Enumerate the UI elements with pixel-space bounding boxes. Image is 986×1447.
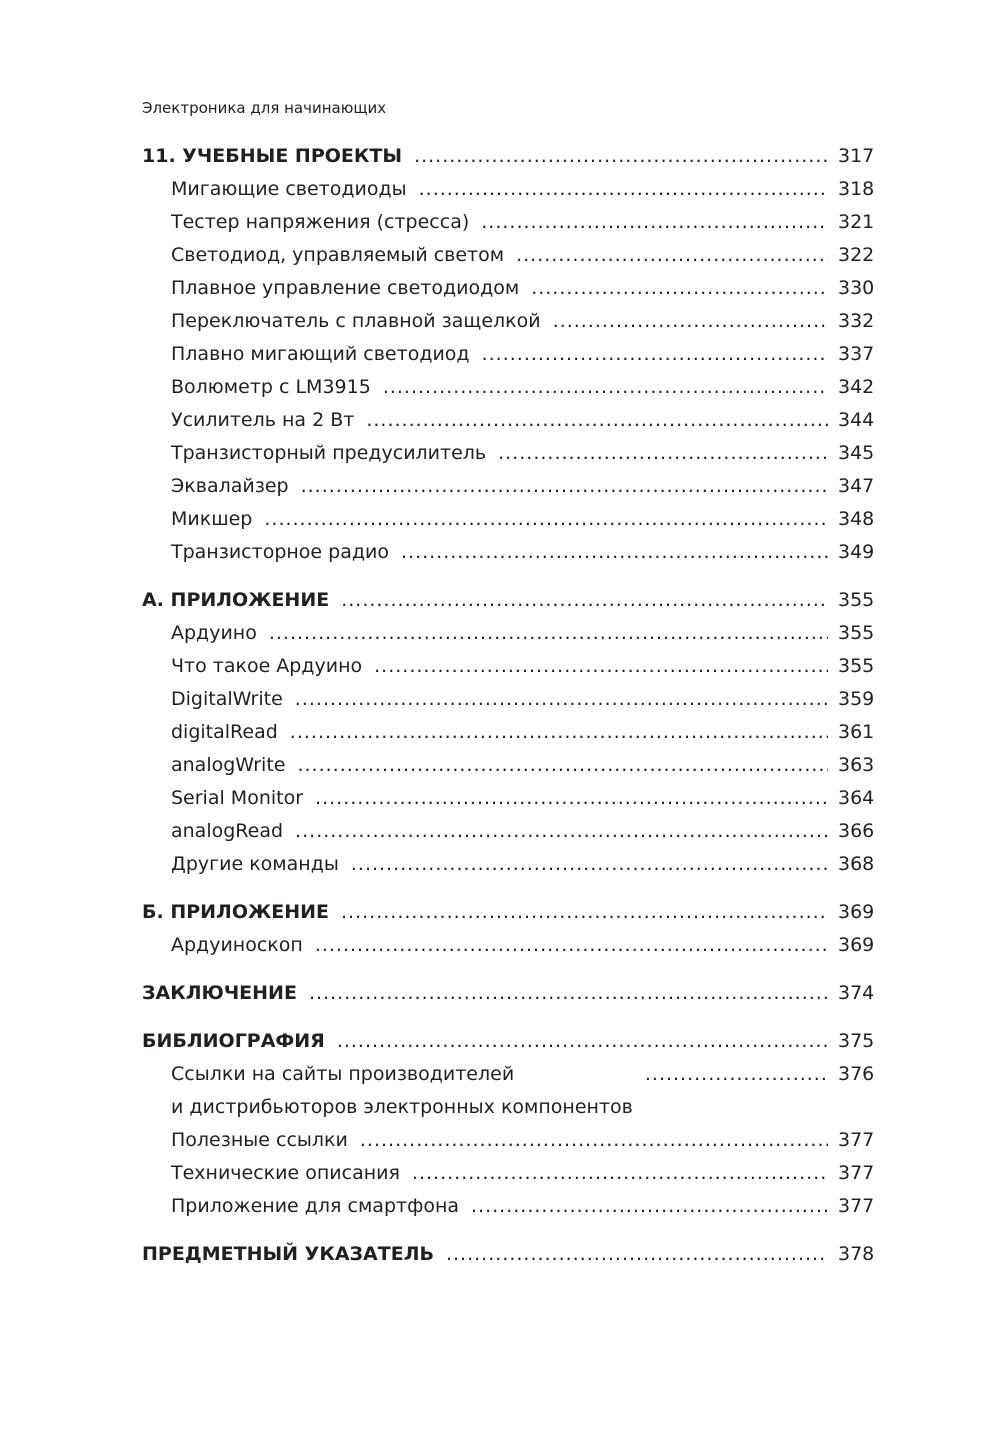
toc-entry-title: А. ПРИЛОЖЕНИЕ (142, 589, 330, 611)
toc-section-entry (142, 470, 874, 503)
dot-leader (337, 1025, 828, 1058)
toc-section-entry (142, 683, 874, 716)
dot-leader (553, 305, 828, 338)
toc-page-number: 369 (838, 901, 875, 923)
toc-page-number: 368 (838, 853, 875, 875)
toc-section-entry (142, 1157, 874, 1190)
toc-page-number: 377 (838, 1129, 875, 1151)
toc-entry-title: Волюметр с LM3915 (171, 376, 371, 398)
toc-entry-title: Приложение для смартфона (171, 1195, 460, 1217)
toc-page-number: 345 (838, 442, 875, 464)
toc-page-number: 374 (838, 982, 875, 1004)
dot-leader (264, 503, 828, 536)
toc-chapter-entry (142, 584, 874, 617)
toc-section-entry (142, 1058, 874, 1124)
dot-leader (309, 977, 828, 1010)
toc-entry-title: 11. УЧЕБНЫЕ ПРОЕКТЫ (142, 145, 403, 167)
dot-leader (645, 1058, 828, 1091)
toc-entry-title: Светодиод, управляемый светом (171, 244, 505, 266)
toc-page-number: 375 (838, 1030, 875, 1052)
toc-chapter-entry (142, 977, 874, 1010)
section-gap (142, 569, 874, 584)
toc-page-number: 348 (838, 508, 875, 530)
toc-section-entry (142, 617, 874, 650)
section-gap (142, 962, 874, 977)
toc-page-number: 337 (838, 343, 875, 365)
toc-entry-title: analogWrite (171, 754, 286, 776)
toc-entry-title: Микшер (171, 508, 253, 530)
toc-entry-title: Ардуиноскоп (171, 934, 303, 956)
dot-leader (315, 929, 828, 962)
toc-section-entry (142, 815, 874, 848)
toc-entry-title: ПРЕДМЕТНЫЙ УКАЗАТЕЛЬ (142, 1243, 434, 1265)
toc-entry-title: Что такое Ардуино (171, 655, 363, 677)
toc-section-entry (142, 1124, 874, 1157)
toc-entry-title: Эквалайзер (171, 475, 289, 497)
toc-page-number: 330 (838, 277, 875, 299)
dot-leader (295, 815, 828, 848)
dot-leader (360, 1124, 828, 1157)
toc-page-number: 355 (838, 655, 875, 677)
toc-section-entry (142, 848, 874, 881)
toc-page-number: 366 (838, 820, 875, 842)
dot-leader (471, 1190, 828, 1223)
toc-entry-title: БИБЛИОГРАФИЯ (142, 1030, 325, 1052)
toc-page-number: 318 (838, 178, 875, 200)
dot-leader (481, 206, 828, 239)
dot-leader (498, 437, 828, 470)
toc-section-entry (142, 1190, 874, 1223)
toc-section-entry (142, 272, 874, 305)
toc-entry-title: Serial Monitor (171, 787, 304, 809)
toc-page-number: 359 (838, 688, 875, 710)
toc-entry-title-line: Ссылки на сайты производителей (171, 1063, 515, 1085)
section-gap (142, 881, 874, 896)
section-gap (142, 1010, 874, 1025)
toc-page-number: 317 (838, 145, 875, 167)
table-of-contents (142, 140, 874, 1271)
toc-entry-title: Технические описания (171, 1162, 400, 1184)
toc-section-entry (142, 239, 874, 272)
toc-entry-title (171, 1058, 633, 1124)
toc-section-entry (142, 536, 874, 569)
toc-chapter-entry (142, 896, 874, 929)
toc-page-number: 349 (838, 541, 875, 563)
running-head: Электроника для начинающих (142, 99, 387, 117)
dot-leader (295, 683, 828, 716)
toc-entry-title: Полезные ссылки (171, 1129, 348, 1151)
toc-entry-title: Тестер напряжения (стресса) (171, 211, 470, 233)
toc-chapter-entry (142, 140, 874, 173)
toc-page-number: 355 (838, 589, 875, 611)
toc-entry-title: DigitalWrite (171, 688, 283, 710)
toc-page-number: 377 (838, 1195, 875, 1217)
toc-entry-title: ЗАКЛЮЧЕНИЕ (142, 982, 297, 1004)
toc-section-entry (142, 206, 874, 239)
toc-entry-title: digitalRead (171, 721, 278, 743)
toc-page-number: 361 (838, 721, 875, 743)
toc-page-number: 332 (838, 310, 875, 332)
dot-leader (516, 239, 828, 272)
toc-section-entry (142, 503, 874, 536)
toc-section-entry (142, 305, 874, 338)
toc-entry-title: Мигающие светодиоды (171, 178, 407, 200)
toc-page-number: 377 (838, 1162, 875, 1184)
dot-leader (531, 272, 828, 305)
toc-page-number: 342 (838, 376, 875, 398)
toc-page-number: 355 (838, 622, 875, 644)
toc-section-entry (142, 782, 874, 815)
toc-section-entry (142, 173, 874, 206)
toc-page-number: 344 (838, 409, 875, 431)
toc-section-entry (142, 929, 874, 962)
toc-section-entry (142, 404, 874, 437)
toc-entry-title: Плавное управление светодиодом (171, 277, 520, 299)
dot-leader (482, 338, 828, 371)
dot-leader (341, 896, 828, 929)
toc-entry-title: Транзисторное радио (171, 541, 389, 563)
dot-leader (366, 404, 828, 437)
toc-entry-title-line: и дистрибьюторов электронных компонентов (171, 1096, 633, 1118)
toc-entry-title: Усилитель на 2 Вт (171, 409, 355, 431)
toc-entry-title: analogRead (171, 820, 284, 842)
toc-page-number: 363 (838, 754, 875, 776)
toc-entry-title: Другие команды (171, 853, 339, 875)
dot-leader (297, 749, 828, 782)
dot-leader (315, 782, 828, 815)
dot-leader (401, 536, 828, 569)
toc-section-entry (142, 371, 874, 404)
dot-leader (419, 173, 828, 206)
section-gap (142, 1223, 874, 1238)
dot-leader (412, 1157, 828, 1190)
dot-leader (341, 584, 828, 617)
toc-page-number: 322 (838, 244, 875, 266)
toc-entry-title: Б. ПРИЛОЖЕНИЕ (142, 901, 329, 923)
toc-page-number: 378 (838, 1243, 875, 1265)
toc-page-number: 376 (838, 1063, 875, 1085)
toc-page-number: 369 (838, 934, 875, 956)
dot-leader (383, 371, 828, 404)
toc-entry-title: Транзисторный предусилитель (171, 442, 487, 464)
toc-entry-title: Ардуино (171, 622, 257, 644)
toc-chapter-entry (142, 1238, 874, 1271)
toc-section-entry (142, 650, 874, 683)
toc-section-entry (142, 749, 874, 782)
dot-leader (414, 140, 828, 173)
toc-chapter-entry (142, 1025, 874, 1058)
toc-page-number: 321 (838, 211, 875, 233)
toc-entry-title: Плавно мигающий светодиод (171, 343, 470, 365)
toc-section-entry (142, 338, 874, 371)
dot-leader (269, 617, 828, 650)
toc-section-entry (142, 437, 874, 470)
dot-leader (374, 650, 828, 683)
dot-leader (351, 848, 828, 881)
toc-section-entry (142, 716, 874, 749)
toc-entry-title: Переключатель с плавной защелкой (171, 310, 541, 332)
toc-page-number: 364 (838, 787, 875, 809)
toc-page-number: 347 (838, 475, 875, 497)
dot-leader (290, 716, 828, 749)
dot-leader (446, 1238, 828, 1271)
dot-leader (301, 470, 828, 503)
